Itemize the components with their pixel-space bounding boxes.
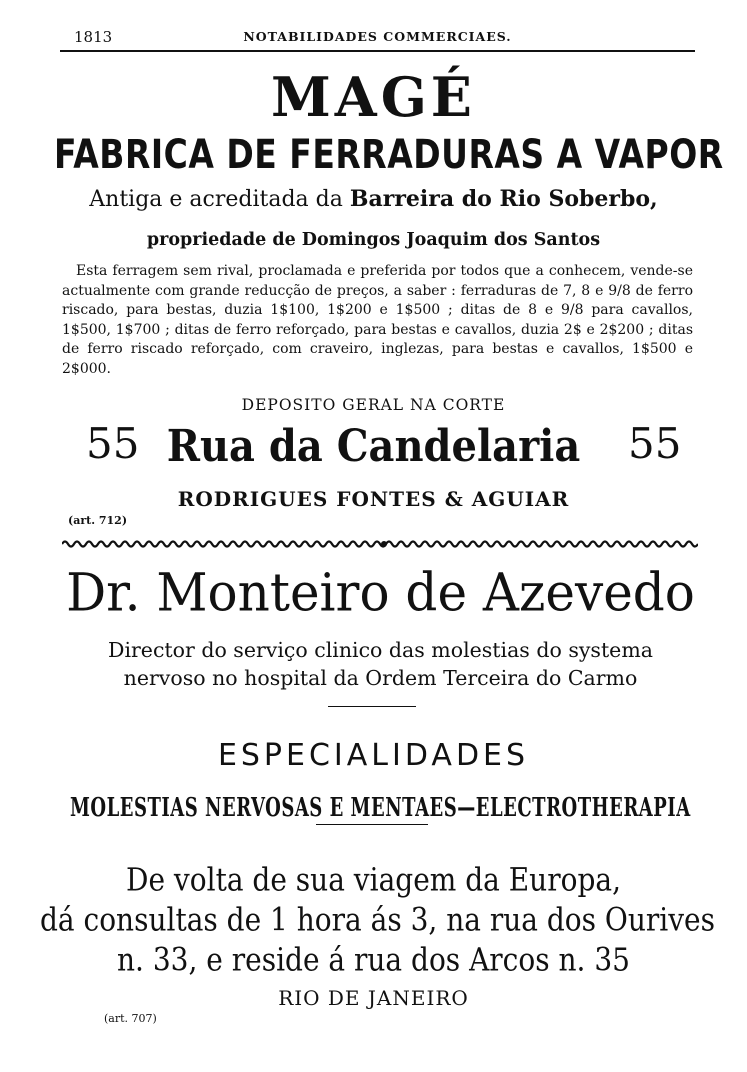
street-name: Rua da Candelaria [166, 420, 581, 472]
specialty-fields: MOLESTIAS NERVOSAS E MENTAES—ELECTROTHERAPIA [70, 792, 691, 824]
consultation-notice-line-2: dá consultas de 1 hora ás 3, na rua dos Ourives [40, 901, 715, 939]
running-header [60, 28, 695, 52]
consultation-notice-line-1: De volta de sua viagem da Europa, [126, 861, 621, 899]
factory-description [62, 262, 693, 380]
article-reference: (art. 707) [104, 1012, 157, 1025]
city-name: RIO DE JANEIRO [278, 986, 469, 1010]
factory-subtitle [54, 184, 693, 215]
doctor-name: Dr. Monteiro de Azevedo [66, 562, 695, 624]
consultation-notice-line-3: n. 33, e reside á rua dos Arcos n. 35 [117, 941, 630, 979]
running-title: NOTABILIDADES COMMERCIAES. [243, 29, 512, 44]
street-number-left: 55 [86, 419, 140, 468]
short-rule [316, 824, 428, 825]
business-name: MAGÉ [271, 65, 476, 129]
short-rule [328, 706, 416, 707]
deposit-label: DEPOSITO GERAL NA CORTE [241, 396, 506, 414]
factory-headline: FABRICA DE FERRADURAS A VAPOR [54, 130, 724, 178]
specialties-heading: ESPECIALIDADES [217, 738, 530, 773]
subtitle-location: Barreira do Rio Soberbo, [349, 186, 658, 212]
page-number: 1813 [74, 28, 113, 46]
article-reference: (art. 712) [68, 514, 128, 527]
firm-name: RODRIGUES FONTES & AGUIAR [177, 487, 570, 511]
ornamental-divider [62, 538, 698, 550]
doctor-role-line-2: nervoso no hospital da Ordem Terceira do Carmo [123, 666, 638, 690]
price-list-paragraph: Esta ferragem sem rival, proclamada e preferida por todos que a conhecem, vende-se actualmente com grande reducção de preços, a saber : ferraduras de 7, 8 e 9/8 de ferro riscado, para bestas, duzia 1$100, 1$200 e 1$500 ; ditas de 8 e 9/8 para cavallos, 1$500, 1$700 ; ditas de ferro reforçado, para bestas e cavallos, duzia 2$ e 2$200 ; ditas de ferro riscado reforçado, com craveiro, inglezas, para bestas e cavallos, 1$500 e 2$000. [62, 263, 693, 377]
doctor-role-line-1: Director do serviço clinico das molestias do systema [108, 638, 653, 662]
street-number-right: 55 [628, 419, 682, 468]
subtitle-plain: Antiga e acreditada da [89, 187, 343, 212]
factory-owner: propriedade de Domingos Joaquim dos Santos [146, 230, 601, 250]
